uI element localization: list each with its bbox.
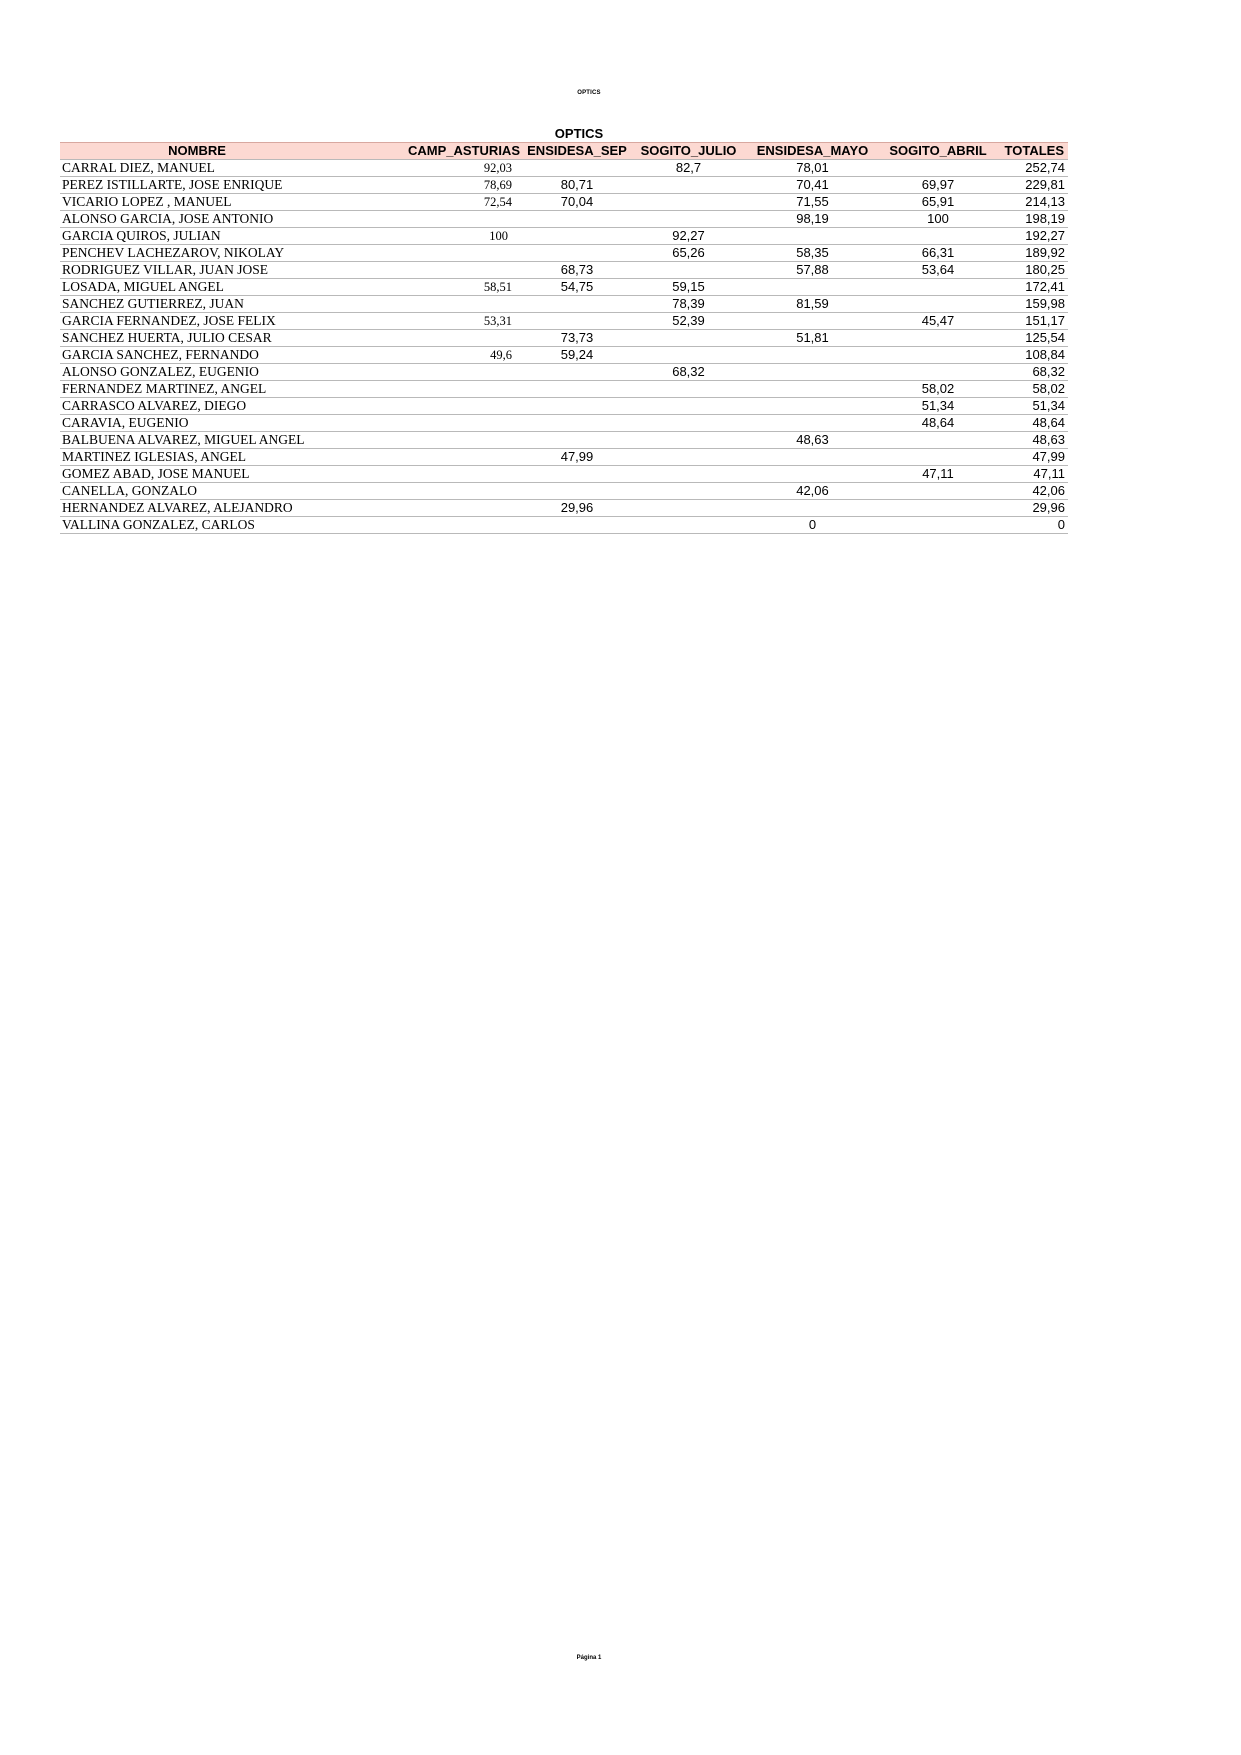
cell-ensidesa-sep [524, 313, 630, 330]
cell-sogito-abril: 69,97 [878, 177, 998, 194]
cell-ensidesa-sep [524, 517, 630, 534]
cell-nombre: GARCIA QUIROS, JULIAN [60, 228, 334, 245]
cell-ensidesa-sep: 29,96 [524, 500, 630, 517]
cell-ensidesa-mayo [747, 415, 878, 432]
cell-nombre: ALONSO GARCIA, JOSE ANTONIO [60, 211, 334, 228]
cell-camp-asturias: 58,51 [334, 279, 524, 296]
cell-sogito-julio [630, 449, 747, 466]
cell-sogito-abril [878, 279, 998, 296]
cell-camp-asturias [334, 500, 524, 517]
cell-camp-asturias [334, 296, 524, 313]
cell-ensidesa-sep: 47,99 [524, 449, 630, 466]
cell-camp-asturias [334, 483, 524, 500]
cell-totales: 0 [998, 517, 1068, 534]
column-header-nombre: NOMBRE [60, 143, 334, 160]
cell-ensidesa-sep [524, 160, 630, 177]
cell-totales: 198,19 [998, 211, 1068, 228]
cell-sogito-abril: 66,31 [878, 245, 998, 262]
cell-camp-asturias [334, 466, 524, 483]
cell-nombre: MARTINEZ IGLESIAS, ANGEL [60, 449, 334, 466]
cell-nombre: PEREZ ISTILLARTE, JOSE ENRIQUE [60, 177, 334, 194]
cell-ensidesa-sep: 80,71 [524, 177, 630, 194]
cell-camp-asturias [334, 398, 524, 415]
cell-ensidesa-sep [524, 296, 630, 313]
cell-sogito-abril [878, 517, 998, 534]
cell-sogito-abril [878, 347, 998, 364]
cell-ensidesa-mayo: 70,41 [747, 177, 878, 194]
cell-nombre: VALLINA GONZALEZ, CARLOS [60, 517, 334, 534]
cell-nombre: CARAVIA, EUGENIO [60, 415, 334, 432]
cell-sogito-julio [630, 432, 747, 449]
cell-ensidesa-sep: 54,75 [524, 279, 630, 296]
cell-camp-asturias [334, 211, 524, 228]
cell-nombre: RODRIGUEZ VILLAR, JUAN JOSE [60, 262, 334, 279]
table-row [60, 466, 1068, 483]
cell-camp-asturias [334, 364, 524, 381]
cell-camp-asturias [334, 449, 524, 466]
cell-ensidesa-sep [524, 228, 630, 245]
cell-camp-asturias [334, 330, 524, 347]
cell-ensidesa-mayo [747, 279, 878, 296]
table-row [60, 160, 1068, 177]
cell-sogito-julio [630, 415, 747, 432]
cell-camp-asturias [334, 415, 524, 432]
cell-ensidesa-sep: 70,04 [524, 194, 630, 211]
cell-sogito-julio [630, 517, 747, 534]
cell-nombre: PENCHEV LACHEZAROV, NIKOLAY [60, 245, 334, 262]
table-row [60, 262, 1068, 279]
cell-camp-asturias: 92,03 [334, 160, 524, 177]
cell-totales: 125,54 [998, 330, 1068, 347]
column-header-camp-asturias: CAMP_ASTURIAS [334, 143, 524, 160]
cell-totales: 192,27 [998, 228, 1068, 245]
cell-ensidesa-mayo: 71,55 [747, 194, 878, 211]
cell-ensidesa-mayo [747, 466, 878, 483]
cell-sogito-julio [630, 211, 747, 228]
cell-ensidesa-mayo [747, 228, 878, 245]
table-row [60, 296, 1068, 313]
cell-sogito-abril [878, 432, 998, 449]
cell-totales: 159,98 [998, 296, 1068, 313]
cell-nombre: CANELLA, GONZALO [60, 483, 334, 500]
cell-sogito-julio: 59,15 [630, 279, 747, 296]
cell-sogito-abril: 47,11 [878, 466, 998, 483]
cell-camp-asturias: 78,69 [334, 177, 524, 194]
column-header-sogito-abril: SOGITO_ABRIL [878, 143, 998, 160]
table-row [60, 398, 1068, 415]
cell-ensidesa-sep: 68,73 [524, 262, 630, 279]
cell-ensidesa-sep: 73,73 [524, 330, 630, 347]
cell-ensidesa-sep [524, 415, 630, 432]
cell-sogito-abril [878, 296, 998, 313]
cell-sogito-julio [630, 466, 747, 483]
cell-ensidesa-mayo: 42,06 [747, 483, 878, 500]
cell-ensidesa-mayo [747, 347, 878, 364]
cell-ensidesa-mayo: 51,81 [747, 330, 878, 347]
cell-ensidesa-sep [524, 432, 630, 449]
table-row [60, 347, 1068, 364]
table-row [60, 228, 1068, 245]
cell-totales: 48,63 [998, 432, 1068, 449]
cell-sogito-abril: 53,64 [878, 262, 998, 279]
table-row [60, 449, 1068, 466]
table-row [60, 364, 1068, 381]
table-row [60, 211, 1068, 228]
cell-totales: 29,96 [998, 500, 1068, 517]
cell-totales: 68,32 [998, 364, 1068, 381]
cell-sogito-abril [878, 364, 998, 381]
cell-sogito-julio [630, 381, 747, 398]
cell-totales: 189,92 [998, 245, 1068, 262]
cell-totales: 180,25 [998, 262, 1068, 279]
cell-sogito-julio: 65,26 [630, 245, 747, 262]
cell-totales: 172,41 [998, 279, 1068, 296]
cell-camp-asturias: 49,6 [334, 347, 524, 364]
column-header-ensidesa-sep: ENSIDESA_SEP [524, 143, 630, 160]
column-header-sogito-julio: SOGITO_JULIO [630, 143, 747, 160]
cell-totales: 58,02 [998, 381, 1068, 398]
cell-ensidesa-mayo [747, 398, 878, 415]
cell-nombre: ALONSO GONZALEZ, EUGENIO [60, 364, 334, 381]
cell-totales: 214,13 [998, 194, 1068, 211]
cell-sogito-julio [630, 194, 747, 211]
table-body [60, 160, 1068, 534]
table-row [60, 381, 1068, 398]
cell-sogito-abril: 100 [878, 211, 998, 228]
cell-ensidesa-sep [524, 364, 630, 381]
cell-ensidesa-sep [524, 466, 630, 483]
cell-ensidesa-mayo [747, 449, 878, 466]
cell-ensidesa-sep [524, 211, 630, 228]
cell-totales: 47,11 [998, 466, 1068, 483]
cell-sogito-abril: 51,34 [878, 398, 998, 415]
cell-ensidesa-mayo: 58,35 [747, 245, 878, 262]
cell-sogito-abril [878, 330, 998, 347]
cell-ensidesa-mayo: 48,63 [747, 432, 878, 449]
cell-camp-asturias [334, 517, 524, 534]
cell-ensidesa-mayo: 78,01 [747, 160, 878, 177]
results-table [60, 142, 1068, 534]
cell-nombre: FERNANDEZ MARTINEZ, ANGEL [60, 381, 334, 398]
cell-sogito-julio [630, 262, 747, 279]
cell-totales: 151,17 [998, 313, 1068, 330]
cell-totales: 47,99 [998, 449, 1068, 466]
table-row [60, 177, 1068, 194]
cell-totales: 229,81 [998, 177, 1068, 194]
cell-nombre: CARRAL DIEZ, MANUEL [60, 160, 334, 177]
cell-sogito-abril: 45,47 [878, 313, 998, 330]
cell-nombre: HERNANDEZ ALVAREZ, ALEJANDRO [60, 500, 334, 517]
cell-nombre: CARRASCO ALVAREZ, DIEGO [60, 398, 334, 415]
page-footer: Página 1 [576, 1655, 602, 1661]
table-row [60, 432, 1068, 449]
cell-ensidesa-sep [524, 398, 630, 415]
cell-camp-asturias: 53,31 [334, 313, 524, 330]
cell-sogito-abril [878, 228, 998, 245]
cell-totales: 252,74 [998, 160, 1068, 177]
table-header-row [60, 143, 1068, 160]
cell-sogito-julio [630, 500, 747, 517]
column-header-totales: TOTALES [998, 143, 1068, 160]
cell-sogito-abril [878, 500, 998, 517]
cell-sogito-julio: 82,7 [630, 160, 747, 177]
cell-ensidesa-mayo: 98,19 [747, 211, 878, 228]
column-header-ensidesa-mayo: ENSIDESA_MAYO [747, 143, 878, 160]
cell-sogito-julio: 52,39 [630, 313, 747, 330]
cell-camp-asturias [334, 432, 524, 449]
cell-ensidesa-sep [524, 483, 630, 500]
page-header: OPTICS [577, 90, 601, 96]
cell-ensidesa-mayo [747, 313, 878, 330]
cell-ensidesa-sep [524, 381, 630, 398]
cell-ensidesa-mayo: 57,88 [747, 262, 878, 279]
cell-sogito-abril [878, 483, 998, 500]
cell-camp-asturias: 100 [334, 228, 524, 245]
table-row [60, 313, 1068, 330]
cell-nombre: BALBUENA ALVAREZ, MIGUEL ANGEL [60, 432, 334, 449]
table-row [60, 279, 1068, 296]
cell-sogito-abril [878, 160, 998, 177]
cell-nombre: GOMEZ ABAD, JOSE MANUEL [60, 466, 334, 483]
cell-camp-asturias [334, 262, 524, 279]
table-row [60, 245, 1068, 262]
cell-nombre: GARCIA SANCHEZ, FERNANDO [60, 347, 334, 364]
cell-camp-asturias: 72,54 [334, 194, 524, 211]
table-row [60, 483, 1068, 500]
cell-ensidesa-mayo [747, 381, 878, 398]
cell-nombre: SANCHEZ GUTIERREZ, JUAN [60, 296, 334, 313]
cell-nombre: GARCIA FERNANDEZ, JOSE FELIX [60, 313, 334, 330]
cell-sogito-julio: 92,27 [630, 228, 747, 245]
cell-sogito-julio [630, 347, 747, 364]
cell-camp-asturias [334, 245, 524, 262]
table-row [60, 194, 1068, 211]
cell-ensidesa-sep [524, 245, 630, 262]
cell-sogito-julio: 68,32 [630, 364, 747, 381]
cell-sogito-julio [630, 330, 747, 347]
cell-ensidesa-mayo: 0 [747, 517, 878, 534]
cell-sogito-abril [878, 449, 998, 466]
cell-nombre: SANCHEZ HUERTA, JULIO CESAR [60, 330, 334, 347]
cell-sogito-julio [630, 483, 747, 500]
cell-totales: 108,84 [998, 347, 1068, 364]
cell-ensidesa-sep: 59,24 [524, 347, 630, 364]
table-row [60, 330, 1068, 347]
cell-nombre: VICARIO LOPEZ , MANUEL [60, 194, 334, 211]
table-row [60, 517, 1068, 534]
table-title: OPTICS [554, 126, 604, 141]
cell-nombre: LOSADA, MIGUEL ANGEL [60, 279, 334, 296]
cell-totales: 51,34 [998, 398, 1068, 415]
cell-totales: 42,06 [998, 483, 1068, 500]
cell-ensidesa-mayo: 81,59 [747, 296, 878, 313]
cell-sogito-abril: 48,64 [878, 415, 998, 432]
cell-totales: 48,64 [998, 415, 1068, 432]
cell-ensidesa-mayo [747, 500, 878, 517]
cell-camp-asturias [334, 381, 524, 398]
cell-ensidesa-mayo [747, 364, 878, 381]
table-row [60, 415, 1068, 432]
cell-sogito-abril: 58,02 [878, 381, 998, 398]
cell-sogito-abril: 65,91 [878, 194, 998, 211]
results-table-container [60, 126, 1065, 534]
table-row [60, 500, 1068, 517]
cell-sogito-julio [630, 398, 747, 415]
cell-sogito-julio: 78,39 [630, 296, 747, 313]
cell-sogito-julio [630, 177, 747, 194]
